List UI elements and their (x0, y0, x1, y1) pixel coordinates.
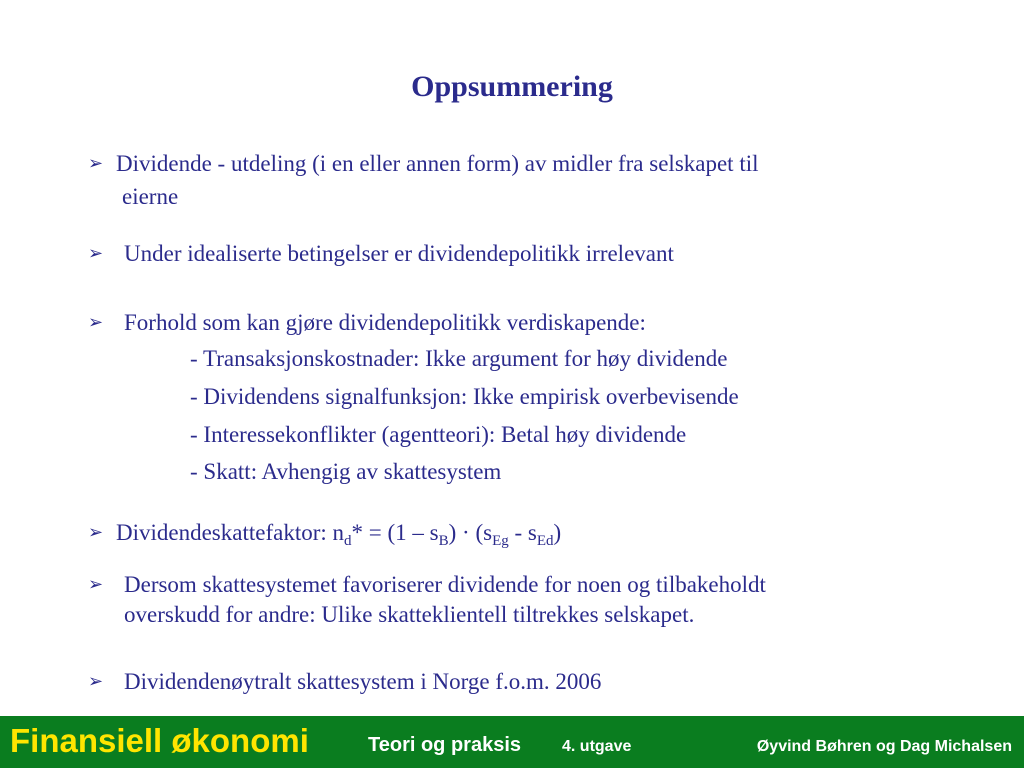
footer-brand: Finansiell økonomi (10, 722, 309, 759)
formula: Dividendeskattefaktor: $n_d* = (1 - s_B) \cdot (s_{Eg} - s_{Ed})$ (116, 520, 562, 549)
footer-subtitle: Teori og praksis (368, 734, 522, 756)
footer-edition: 4. utgave (562, 738, 632, 755)
bullet-text: Under idealiserte betingelser er dividendepolitikk irrelevant (124, 241, 674, 266)
bullet-item-neutral-tax (88, 665, 601, 698)
bullet-text: Dividende - utdeling (i en eller annen form) av midler fra selskapet til eierne (116, 151, 759, 209)
arrow-right-icon: ➢ (88, 312, 104, 333)
sub-item: - Skatt: Avhengig av skattesystem (190, 459, 502, 484)
bullet-text: Forhold som kan gjøre dividendepolitikk verdiskapende: (124, 310, 646, 335)
arrow-right-icon: ➢ (88, 574, 104, 595)
bullet-item-clientele (88, 570, 766, 630)
sub-item: - Dividendens signalfunksjon: Ikke empirisk overbevisende (190, 384, 739, 409)
bullet-text: Dersom skattesystemet favoriserer dividende for noen og tilbakeholdt overskudd for andre: Ulike skatteklientell tiltrekkes selskapet. (124, 572, 766, 627)
arrow-right-icon: ➢ (88, 671, 104, 692)
footer-authors: Øyvind Bøhren og Dag Michalsen (756, 738, 1012, 755)
bullet-item-tax-factor (88, 516, 561, 549)
slide-title: Oppsummering (411, 70, 613, 103)
arrow-right-icon: ➢ (88, 522, 104, 543)
bullet-item-definition (88, 147, 759, 213)
sub-item: - Interessekonflikter (agentteori): Betal høy dividende (190, 422, 687, 447)
bullet-item-irrelevant (88, 237, 674, 270)
arrow-right-icon: ➢ (88, 243, 104, 264)
bullet-text: Dividendenøytralt skattesystem i Norge f.o.m. 2006 (124, 669, 602, 694)
bullet-item-conditions (88, 306, 646, 339)
sub-item: - Transaksjonskostnader: Ikke argument for høy dividende (190, 346, 728, 371)
footer-banner (0, 716, 1024, 768)
arrow-right-icon: ➢ (88, 153, 104, 174)
